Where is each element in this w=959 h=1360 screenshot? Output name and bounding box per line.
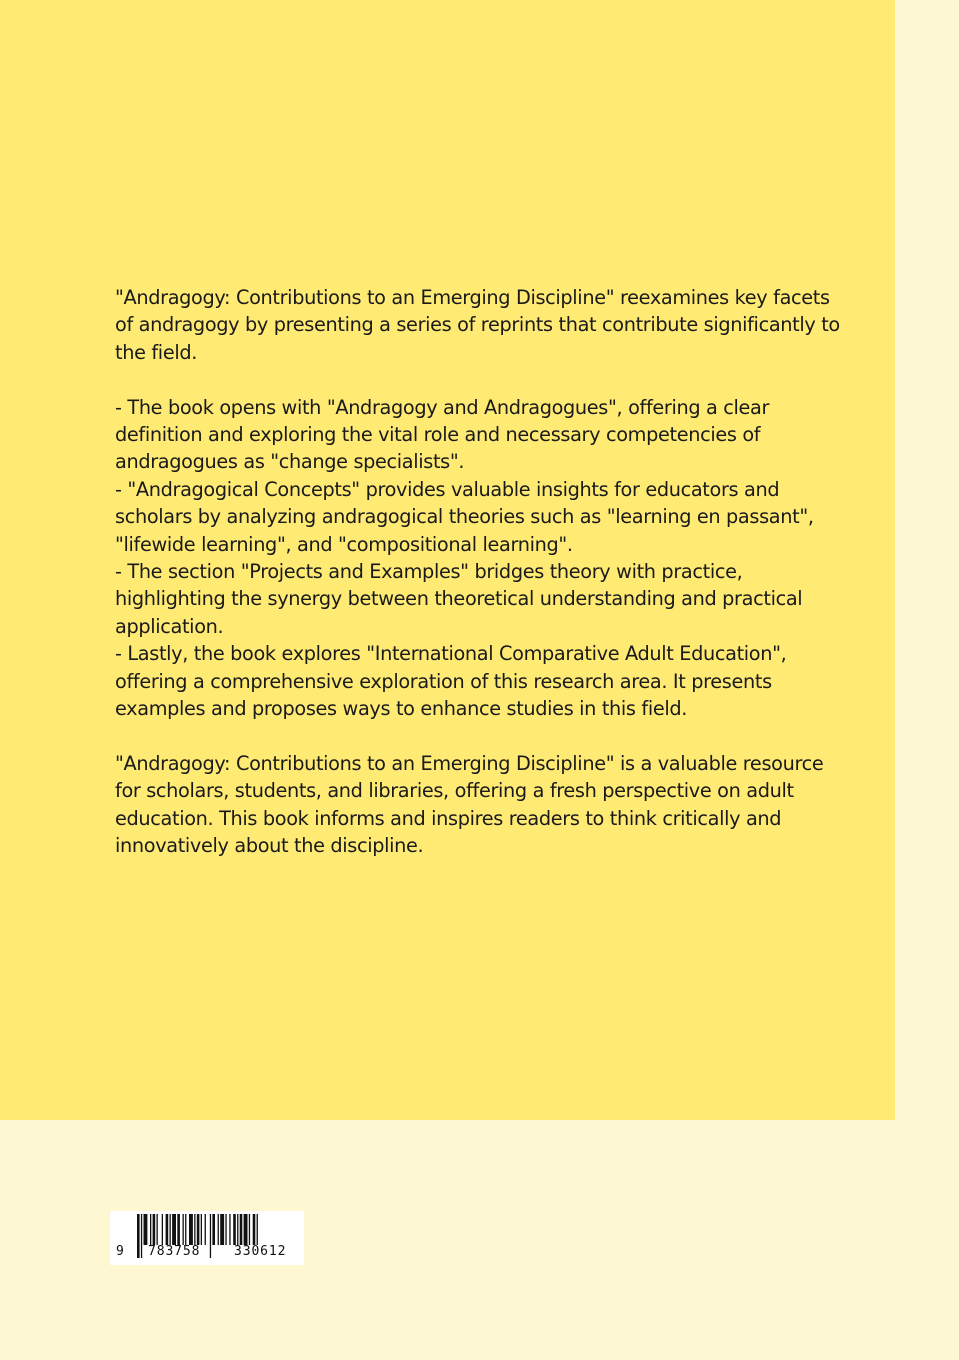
barcode-bar bbox=[172, 1214, 176, 1245]
barcode-bar bbox=[205, 1214, 206, 1245]
barcode-bar bbox=[189, 1214, 193, 1245]
point-andragogy-and-andragogues: - The book opens with "Andragogy and Andragogues", offering a clear definition and exploring the vital role and necessary competencies of andragogues as "change specialists". bbox=[115, 395, 770, 474]
barcode-bar bbox=[170, 1214, 171, 1245]
barcode-bar bbox=[244, 1214, 248, 1245]
barcode-bar bbox=[144, 1214, 148, 1245]
barcode-bar bbox=[237, 1214, 238, 1245]
barcode-bar bbox=[166, 1214, 169, 1245]
barcode-bar bbox=[137, 1214, 140, 1258]
barcode-bar bbox=[249, 1214, 250, 1245]
isbn-barcode bbox=[110, 1211, 304, 1265]
point-projects-and-examples: - The section "Projects and Examples" bridges theory with practice, highlighting the synergy between theoretical understanding and practical application. bbox=[115, 560, 803, 638]
barcode-bar bbox=[257, 1214, 258, 1245]
barcode-bar bbox=[150, 1214, 151, 1245]
barcode-bar bbox=[157, 1214, 158, 1245]
paragraph-gap bbox=[115, 366, 845, 393]
barcode-bar bbox=[225, 1214, 226, 1245]
barcode-right-digits: 330612 bbox=[234, 1244, 287, 1259]
barcode-bar bbox=[212, 1214, 215, 1245]
barcode-bar bbox=[183, 1214, 184, 1245]
barcode-bar bbox=[233, 1214, 236, 1245]
barcode-bar bbox=[141, 1214, 142, 1258]
barcode-bar bbox=[185, 1214, 186, 1245]
barcode-bar bbox=[201, 1214, 202, 1245]
barcode-bar bbox=[218, 1214, 219, 1245]
barcode-bar bbox=[194, 1214, 195, 1245]
back-cover-blurb bbox=[115, 284, 845, 860]
barcode-bar bbox=[210, 1214, 211, 1258]
barcode-left-digits: 783758 bbox=[148, 1244, 201, 1259]
barcode-bar bbox=[162, 1214, 163, 1245]
barcode-bar bbox=[153, 1214, 156, 1245]
point-international-comparative: - Lastly, the book explores "International Comparative Adult Education", offering a comprehensive exploration of this research area. It presents examples and proposes ways to enhance studies in this field. bbox=[115, 642, 787, 721]
point-andragogical-concepts: - "Andragogical Concepts" provides valuable insights for educators and scholars by analyzing andragogical theories such as "learning en passant", "lifewide learning", and "compositional learning". bbox=[115, 477, 814, 556]
barcode-bar bbox=[220, 1214, 224, 1245]
barcode-bar bbox=[253, 1214, 256, 1245]
intro-paragraph: "Andragogy: Contributions to an Emerging Discipline" reexamines key facets of andragogy by presenting a series of reprints that contribute significantly to the field. bbox=[115, 286, 840, 364]
paragraph-gap bbox=[115, 722, 845, 749]
barcode-bar bbox=[177, 1214, 180, 1245]
barcode-first-digit: 9 bbox=[116, 1244, 125, 1259]
closing-paragraph: "Andragogy: Contributions to an Emerging Discipline" is a valuable resource for scholars, students, and libraries, offering a fresh perspective on adult education. This book informs and inspires readers to think critically and innovatively about the discipline. bbox=[115, 751, 824, 858]
barcode-bar bbox=[229, 1214, 230, 1245]
barcode-bar bbox=[197, 1214, 200, 1245]
barcode-bar bbox=[240, 1214, 243, 1245]
